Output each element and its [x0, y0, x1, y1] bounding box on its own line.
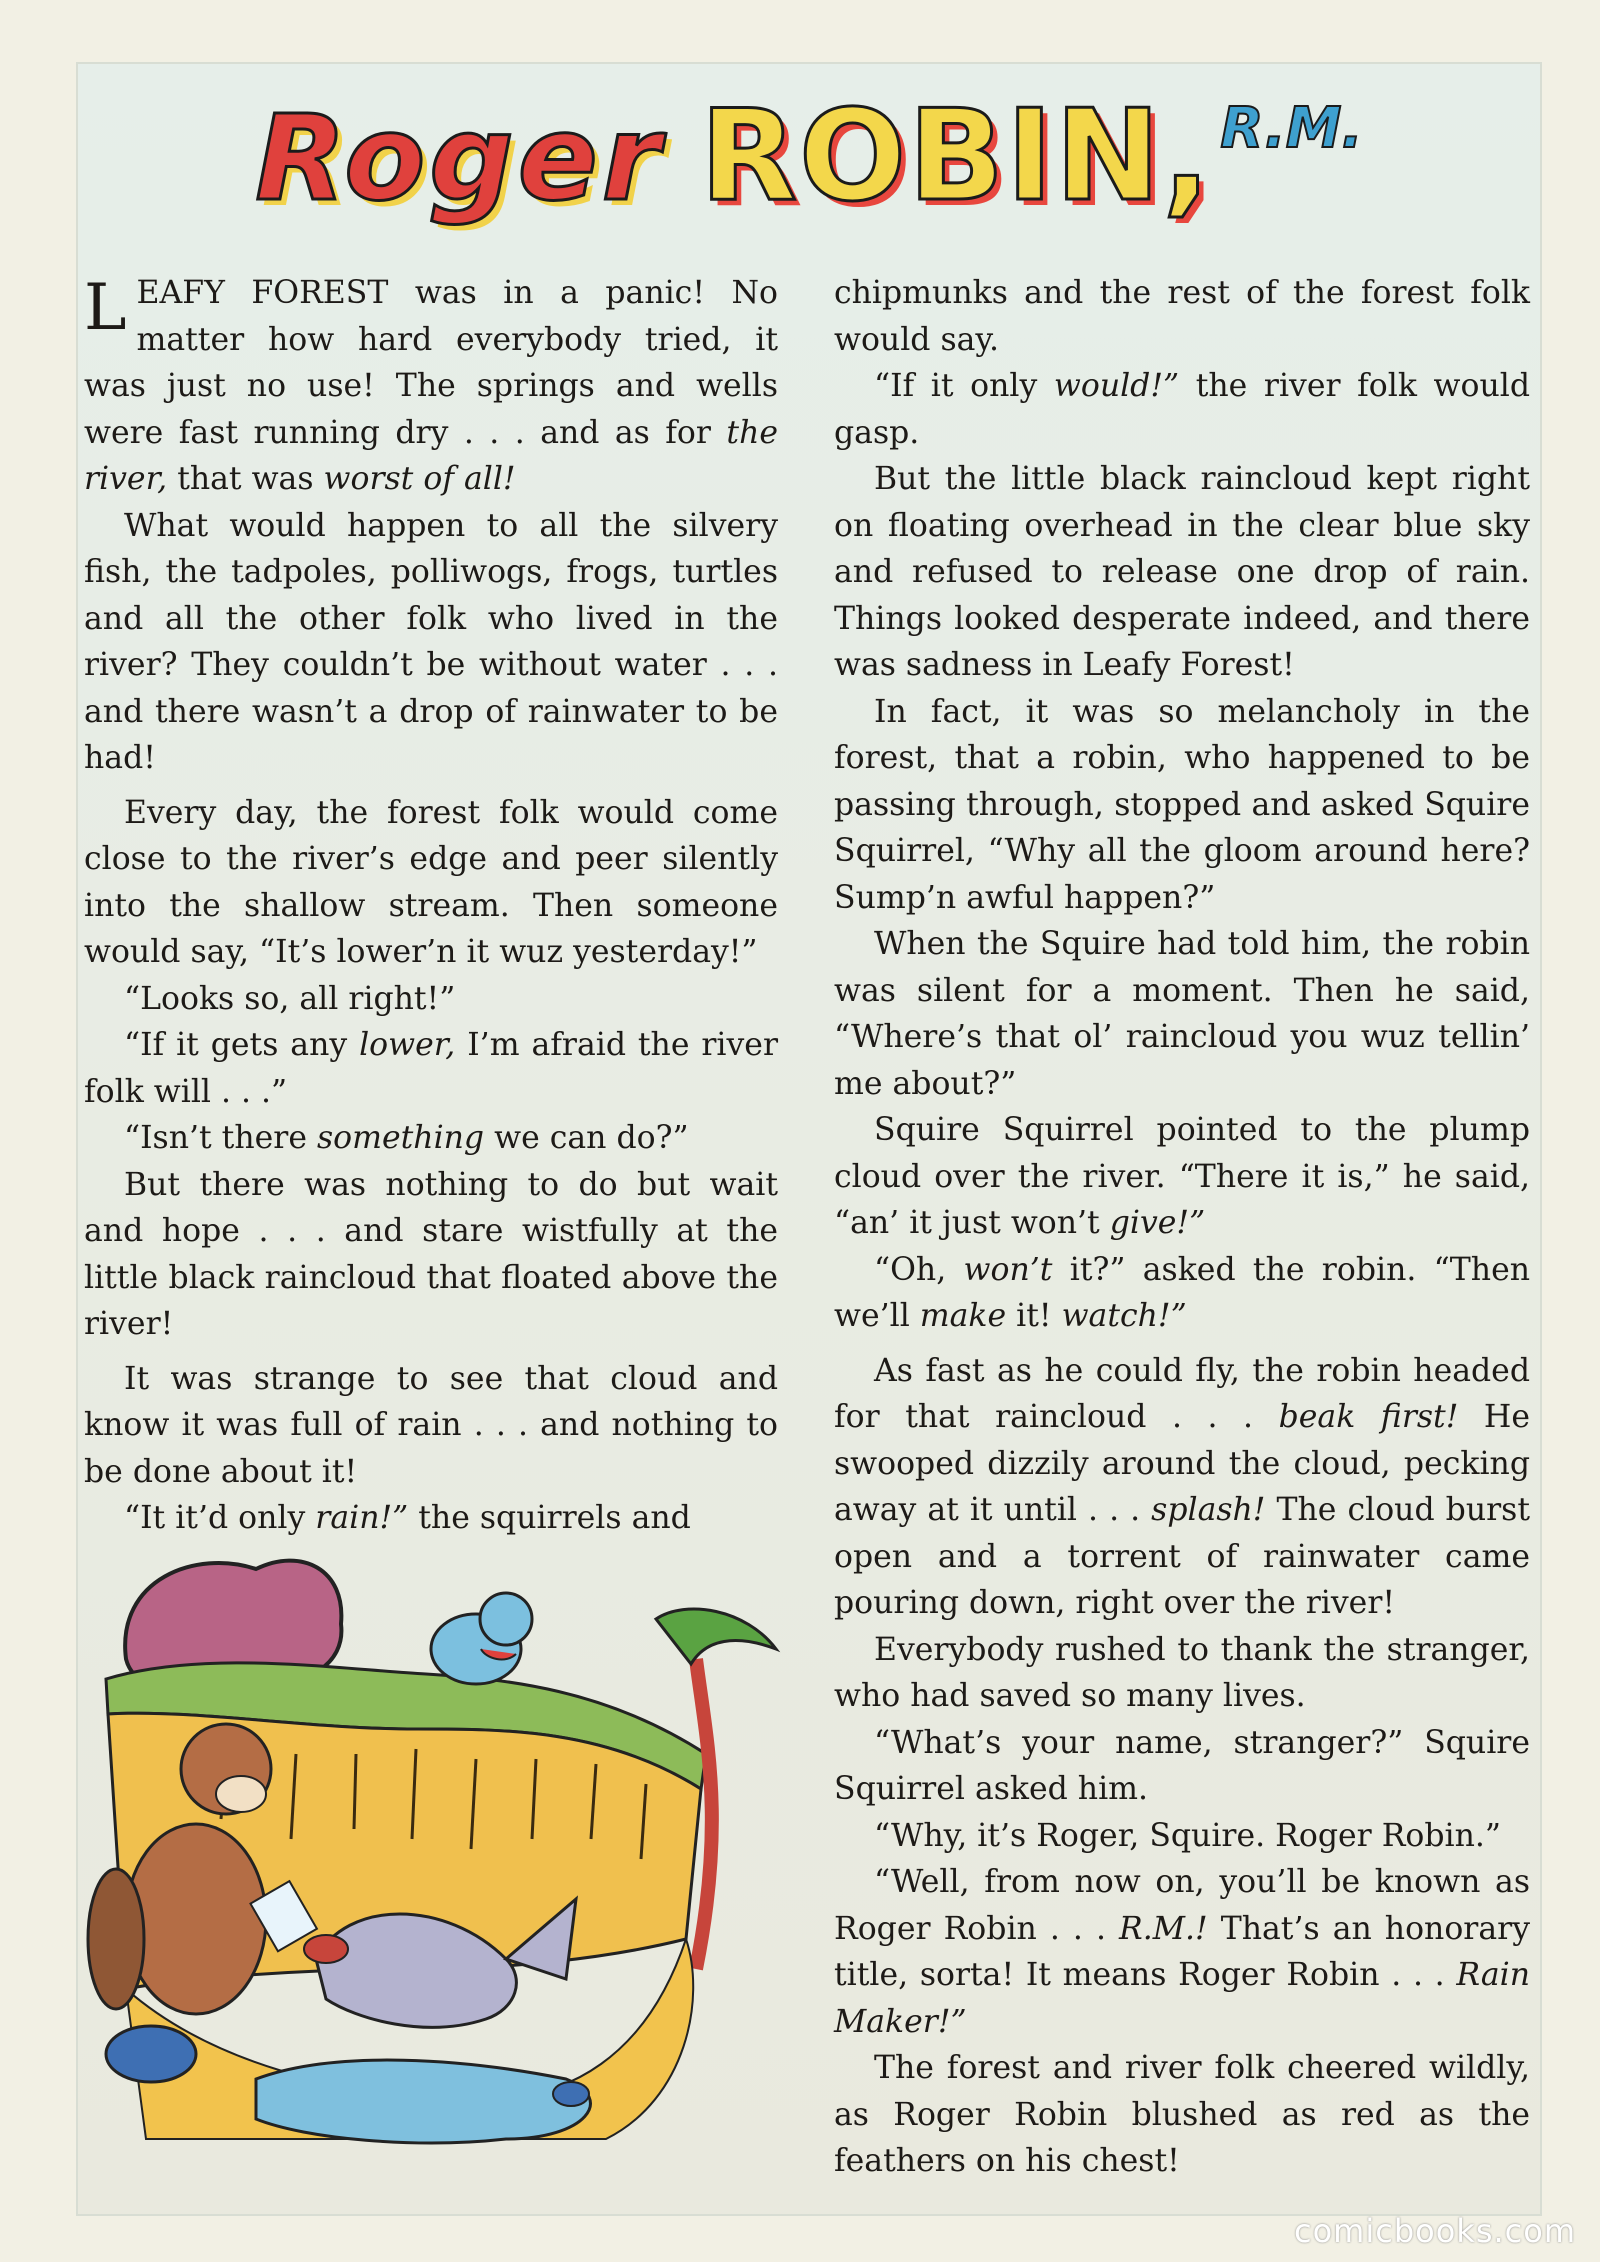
blue-stone [106, 2026, 196, 2082]
paragraph: The forest and river folk cheered wildly, as Roger Robin blushed as red as the feathers on his chest! [834, 2050, 1530, 2179]
title-roger: Roger [255, 89, 664, 227]
paragraph: In fact, it was so melancholy in the forest, that a robin, who happened to be passing through, stopped and asked Squire Squirrel, “Why all the gloom around here? Sump’n awful happen?” [834, 693, 1530, 916]
right-text-column [834, 270, 1530, 2185]
paragraph: chipmunks and the rest of the forest folk would say. [834, 275, 1530, 358]
paragraph: “If it only would!” the river folk would gasp. [834, 368, 1530, 451]
squirrel-body [126, 1824, 266, 2014]
paragraph: It was strange to see that cloud and know it was full of rain . . . and nothing to be done about it! [84, 1360, 778, 1490]
river-water [256, 2060, 590, 2143]
paragraph: But there was nothing to do but wait and hope . . . and stare wistfully at the little black raincloud that floated above the river! [84, 1166, 778, 1342]
title-robin: ROBIN, [699, 82, 1213, 229]
paragraph: “Well, from now on, you’ll be known as Roger Robin . . . R.M.! That’s an honorary title, sorta! It means Roger Robin . . . Rain Maker!” [834, 1864, 1531, 2040]
fish-mouth [304, 1935, 348, 1963]
paragraph: Squire Squirrel pointed to the plump cloud over the river. “There it is,” he said, “an’ it just won’t give!” [834, 1112, 1530, 1241]
squirrel-fish-illustration [86, 1539, 786, 2154]
paragraph: “Looks so, all right!” [124, 980, 456, 1017]
paragraph: “If it gets any lower, I’m afraid the river folk will . . .” [84, 1027, 779, 1110]
paragraph: “Oh, won’t it?” asked the robin. “Then we’ll make it! watch!” [834, 1251, 1531, 1334]
story-title [78, 82, 1540, 262]
drop-cap: L [84, 271, 127, 345]
paragraph: “What’s your name, stranger?” Squire Squirrel asked him. [834, 1724, 1530, 1807]
paragraph: LEAFY FOREST was in a panic! No matter how hard everybody tried, it was just no use! The springs and wells were fast running dry . . . and as for the river, that was worst of all! [84, 271, 778, 497]
left-text-column [84, 270, 778, 1542]
palm-leaves [656, 1609, 776, 1664]
title-rm: R.M. [1220, 96, 1363, 161]
paragraph: “Isn’t there something we can do?” [124, 1120, 689, 1156]
squirrel-tail [88, 1869, 144, 2009]
paragraph: What would happen to all the silvery fish, the tadpoles, polliwogs, frogs, turtles and all the other folk who lived in the river? They couldn’t be without water . . . and there wasn’t a drop of rainwater to be had! [84, 507, 778, 776]
small-stone [553, 2082, 589, 2106]
paragraph: “It it’d only rain!” the squirrels and [124, 1500, 691, 1536]
robin-head [480, 1593, 532, 1645]
watermark: comicbooks.com [1293, 2212, 1576, 2250]
comic-page [76, 62, 1542, 2216]
paragraph: As fast as he could fly, the robin headed for that raincloud . . . beak first! He swooped dizzily around the cloud, pecking away at it until . . . splash! The cloud burst open and a torrent of rainwater came pouring down, right over the river! [834, 1352, 1531, 1621]
paragraph: Every day, the forest folk would come close to the river’s edge and peer silently into the shallow stream. Then someone would say, “It’s lower’n it wuz yesterday!” [84, 794, 778, 970]
paragraph: “Why, it’s Roger, Squire. Roger Robin.” [874, 1817, 1502, 1854]
paragraph: But the little black raincloud kept right on floating overhead in the clear blue sky and refused to release one drop of rain. Things looked desperate indeed, and there was sadness in Leafy Forest! [834, 461, 1530, 683]
paragraph: When the Squire had told him, the robin was silent for a moment. Then he said, “Where’s that ol’ raincloud you wuz tellin’ me about?” [834, 926, 1530, 1102]
squirrel-muzzle [216, 1776, 266, 1812]
paragraph: Everybody rushed to thank the stranger, who had saved so many lives. [834, 1631, 1530, 1714]
